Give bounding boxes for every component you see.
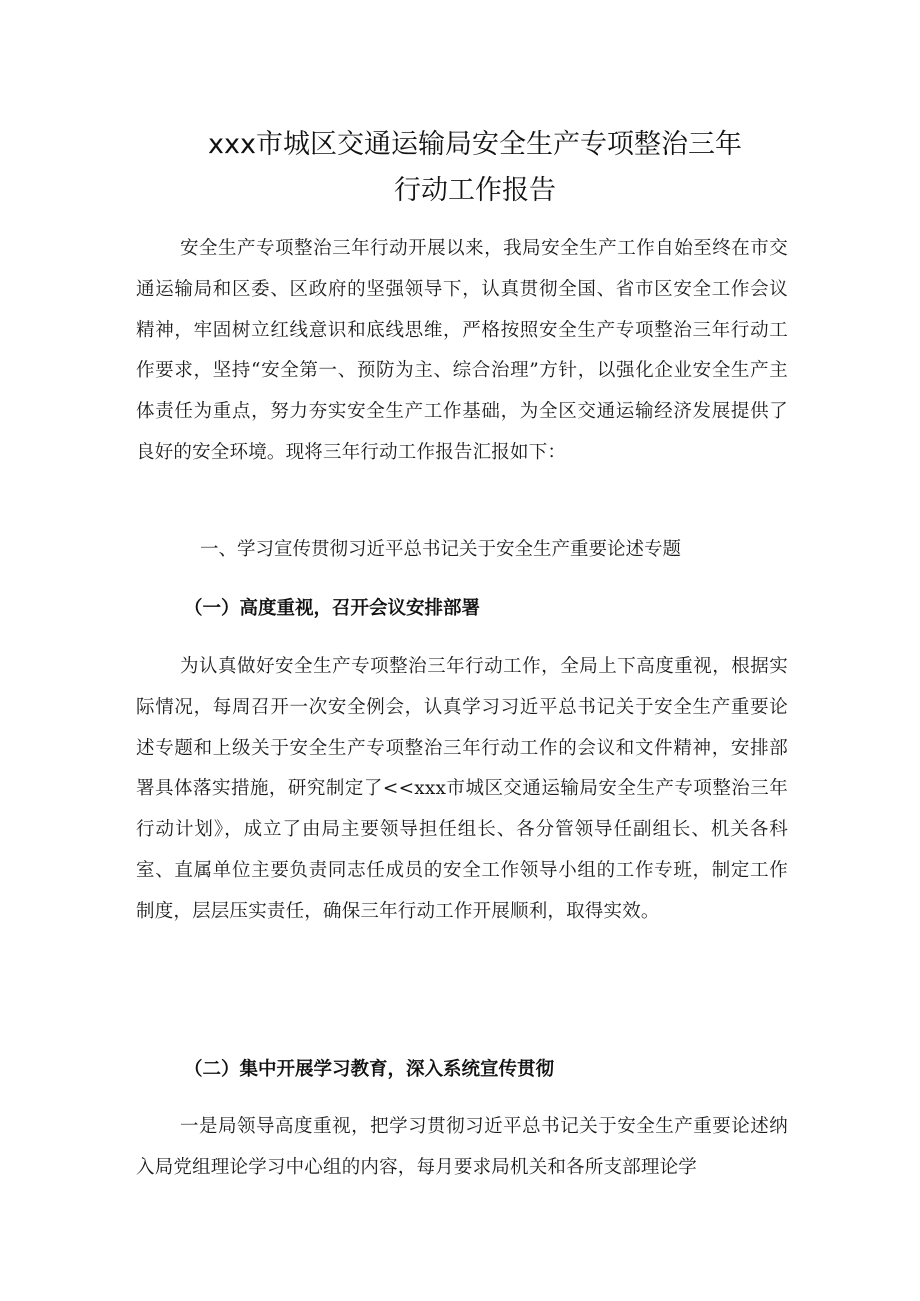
subsection-2-paragraph: 一是局领导高度重视，把学习贯彻习近平总书记关于安全生产重要论述纳入局党组理论学习中心组的内容，每月要求局机关和各所支部理论学 <box>136 1116 788 1178</box>
document-title-line-2: 行动工作报告 <box>394 175 556 206</box>
subsection-heading-1: （一）高度重视，召开会议安排部署 <box>184 598 481 619</box>
subsection-1-paragraph: 为认真做好安全生产专项整治三年行动工作，全局上下高度重视，根据实际情况，每周召开一次安全例会，认真学习习近平总书记关于安全生产重要论述专题和上级关于安全生产专项整治三年行动工作的会议和文件精神，安排部署具体落实措施，研究制定了<<xxx市城区交通运输局安全生产专项整治三年行动计划》，成立了由局主要领导担任组长、各分管领导任副组长、机关各科室、直属单位主要负责同志任成员的安全工作领导小组的工作专班，制定工作制度，层层压实责任，确保三年行动工作开展顺利，取得实效。 <box>136 656 788 922</box>
section-heading-1: 一、学习宣传贯彻习近平总书记关于安全生产重要论述专题 <box>200 539 682 560</box>
document-title-line-1: xxx市城区交通运输局安全生产专项整治三年 <box>208 129 742 160</box>
intro-paragraph: 安全生产专项整治三年行动开展以来，我局安全生产工作自始至终在市交通运输局和区委、区政府的坚强领导下，认真贯彻全国、省市区安全工作会议精神，牢固树立红线意识和底线思维，严格按照安全生产专项整治三年行动工作要求，坚持“安全第一、预防为主、综合治理”方针，以强化企业安全生产主体责任为重点，努力夯实安全生产工作基础，为全区交通运输经济发展提供了良好的安全环境。现将三年行动工作报告汇报如下： <box>136 238 788 463</box>
subsection-heading-2: （二）集中开展学习教育，深入系统宣传贯彻 <box>184 1059 555 1080</box>
